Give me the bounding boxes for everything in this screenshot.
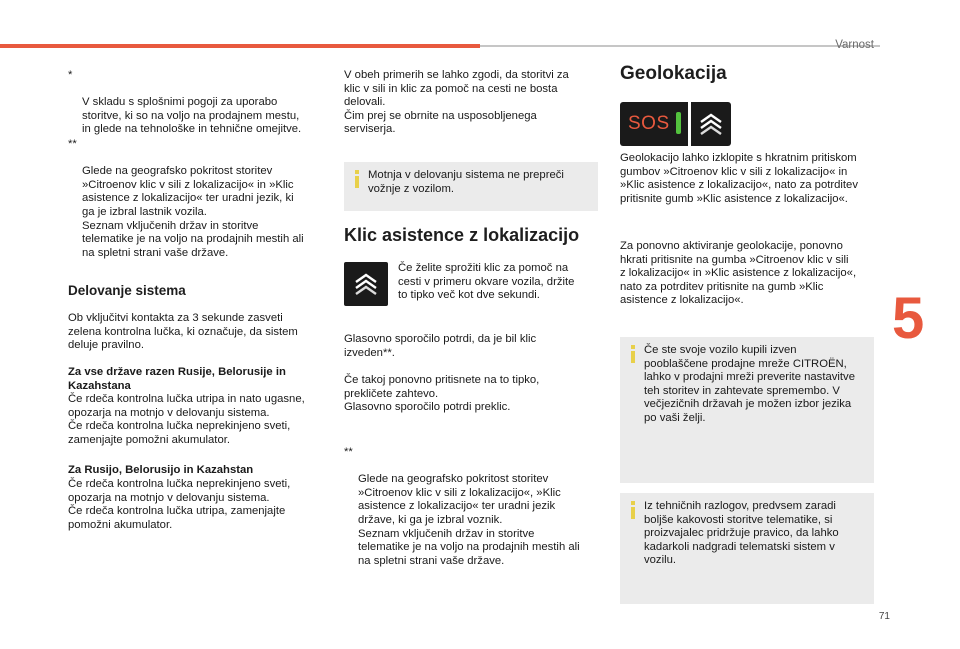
info-icon: [630, 501, 636, 519]
footnote-2: [68, 138, 330, 260]
paragraph-reactivate-geolocation: Za ponovno aktiviranje geolokacije, ponovno hkrati pritisnite na gumba »Citroenov klic v sili z lokalizacijo« in »Klic asistence z lokalizacijo«, nato za potrditev pritisnite na gumb »Klic asistence z lokalizacijo«.: [620, 240, 857, 307]
note-text: Motnja v delovanju sistema ne prepreči vožnje z vozilom.: [368, 169, 564, 195]
section-title: Varnost: [835, 39, 874, 51]
paragraph-voice-confirm: Glasovno sporočilo potrdi, da je bil klic izveden**.: [344, 333, 537, 359]
footnote-marker: **: [344, 446, 353, 458]
sos-led-indicator: [676, 112, 681, 134]
heading-geolokacija: Geolokacija: [620, 63, 727, 84]
footnote-text: V skladu s splošnimi pogoji za uporabo storitve, ki so na voljo na prodajnem mestu, in glede na tehnološke in tehnične omejitve.: [82, 96, 302, 136]
page-number: 71: [878, 611, 890, 622]
footnote-text: Glede na geografsko pokritost storitev »Citroenov klic v sili z lokalizacijo« in »Klic asistence z lokalizacijo« ter uradni jezik, ki ga je izbral lastnik vozila. Seznam vključenih držav in storitve telematike je na voljo na prodajnih mestih ali na spletni strani vaše države.: [82, 165, 304, 259]
info-icon: [630, 345, 636, 363]
footnote-text: Glede na geografsko pokritost storitev »Citroenov klic v sili z lokalizacijo«, »Klic asistence z lokalizacijo« ter uradni jezik države, ki ga je izbral voznik. Seznam vključenih držav in storitve telematike je na voljo na prodajnih mestih ali na spletni strani vaše države.: [358, 473, 580, 567]
note-box-motnja: [344, 162, 598, 211]
note-text: Iz tehničnih razlogov, predvsem zaradi boljše kakovosti storitve telematike, si proizvajalec pridržuje pravico, da lahko kadarkoli nadgradi telematski sistem v vozilu.: [644, 500, 839, 567]
paragraph-countries-1: Če rdeča kontrolna lučka utripa in nato ugasne, opozarja na motnjo v delovanju sistema. Če rdeča kontrolna lučka neprekinjeno sveti, zamenjajte pomožni akumulator.: [68, 393, 305, 446]
note-box-technical: [620, 493, 874, 604]
header-rule: [480, 45, 880, 47]
sos-button-panel: [620, 102, 731, 146]
note-text: Če ste svoje vozilo kupili izven pooblaščene prodajne mreže CITROËN, lahko v prodajni mreži preverite nastavitve teh storitev in zahtevate spremembo. V večjezičnih državah je možen izbor jezika po vaši želji.: [644, 344, 855, 424]
assistance-button-icon: [344, 262, 388, 306]
sos-label: SOS: [628, 113, 670, 134]
footnote-marker: **: [68, 138, 77, 150]
subheading-countries-2: Za Rusijo, Belorusijo in Kazahstan: [68, 464, 254, 476]
paragraph-countries-2: Če rdeča kontrolna lučka neprekinjeno sveti, opozarja na motnjo v delovanju sistema. Če rdeča kontrolna lučka utripa, zamenjajte pomožni akumulator.: [68, 478, 291, 531]
info-icon: [354, 170, 360, 188]
footnote-marker: *: [68, 69, 73, 81]
subheading-countries-1: Za vse države razen Rusije, Belorusije in Kazahstana: [68, 366, 286, 392]
footnote-1: [68, 69, 330, 137]
note-box-citroen: [620, 337, 874, 483]
paragraph-cancel: Če takoj ponovno pritisnete na to tipko, prekličete zahtevo. Glasovno sporočilo potrdi preklic.: [344, 374, 540, 414]
chapter-number: 5: [892, 286, 925, 351]
paragraph-intro: Ob vključitvi kontakta za 3 sekunde zasveti zelena kontrolna lučka, ki označuje, da sistem deluje pravilno.: [68, 312, 298, 352]
footnote-3: [344, 446, 602, 568]
assistance-button-icon: [691, 102, 731, 146]
heading-delovanje-sistema: Delovanje sistema: [68, 283, 186, 298]
paragraph-both-cases: V obeh primerih se lahko zgodi, da storitvi za klic v sili in klic za pomoč na cesti ne bosta delovali. Čim prej se obrnite na usposobljenega serviserja.: [344, 69, 569, 136]
heading-klic-asistence: Klic asistence z lokalizacijo: [344, 225, 580, 245]
paragraph-disable-geolocation: Geolokacijo lahko izklopite s hkratnim pritiskom gumbov »Citroenov klic v sili z lokalizacijo« in »Klic asistence z lokalizacijo«, nato za potrditev pritisnite gumb »Klic asistence z lokalizacijo«.: [620, 152, 858, 205]
paragraph-press-button: Če želite sprožiti klic za pomoč na cesti v primeru okvare vozila, držite to tipko več kot dve sekundi.: [398, 262, 575, 302]
header-accent-bar: [0, 44, 480, 48]
